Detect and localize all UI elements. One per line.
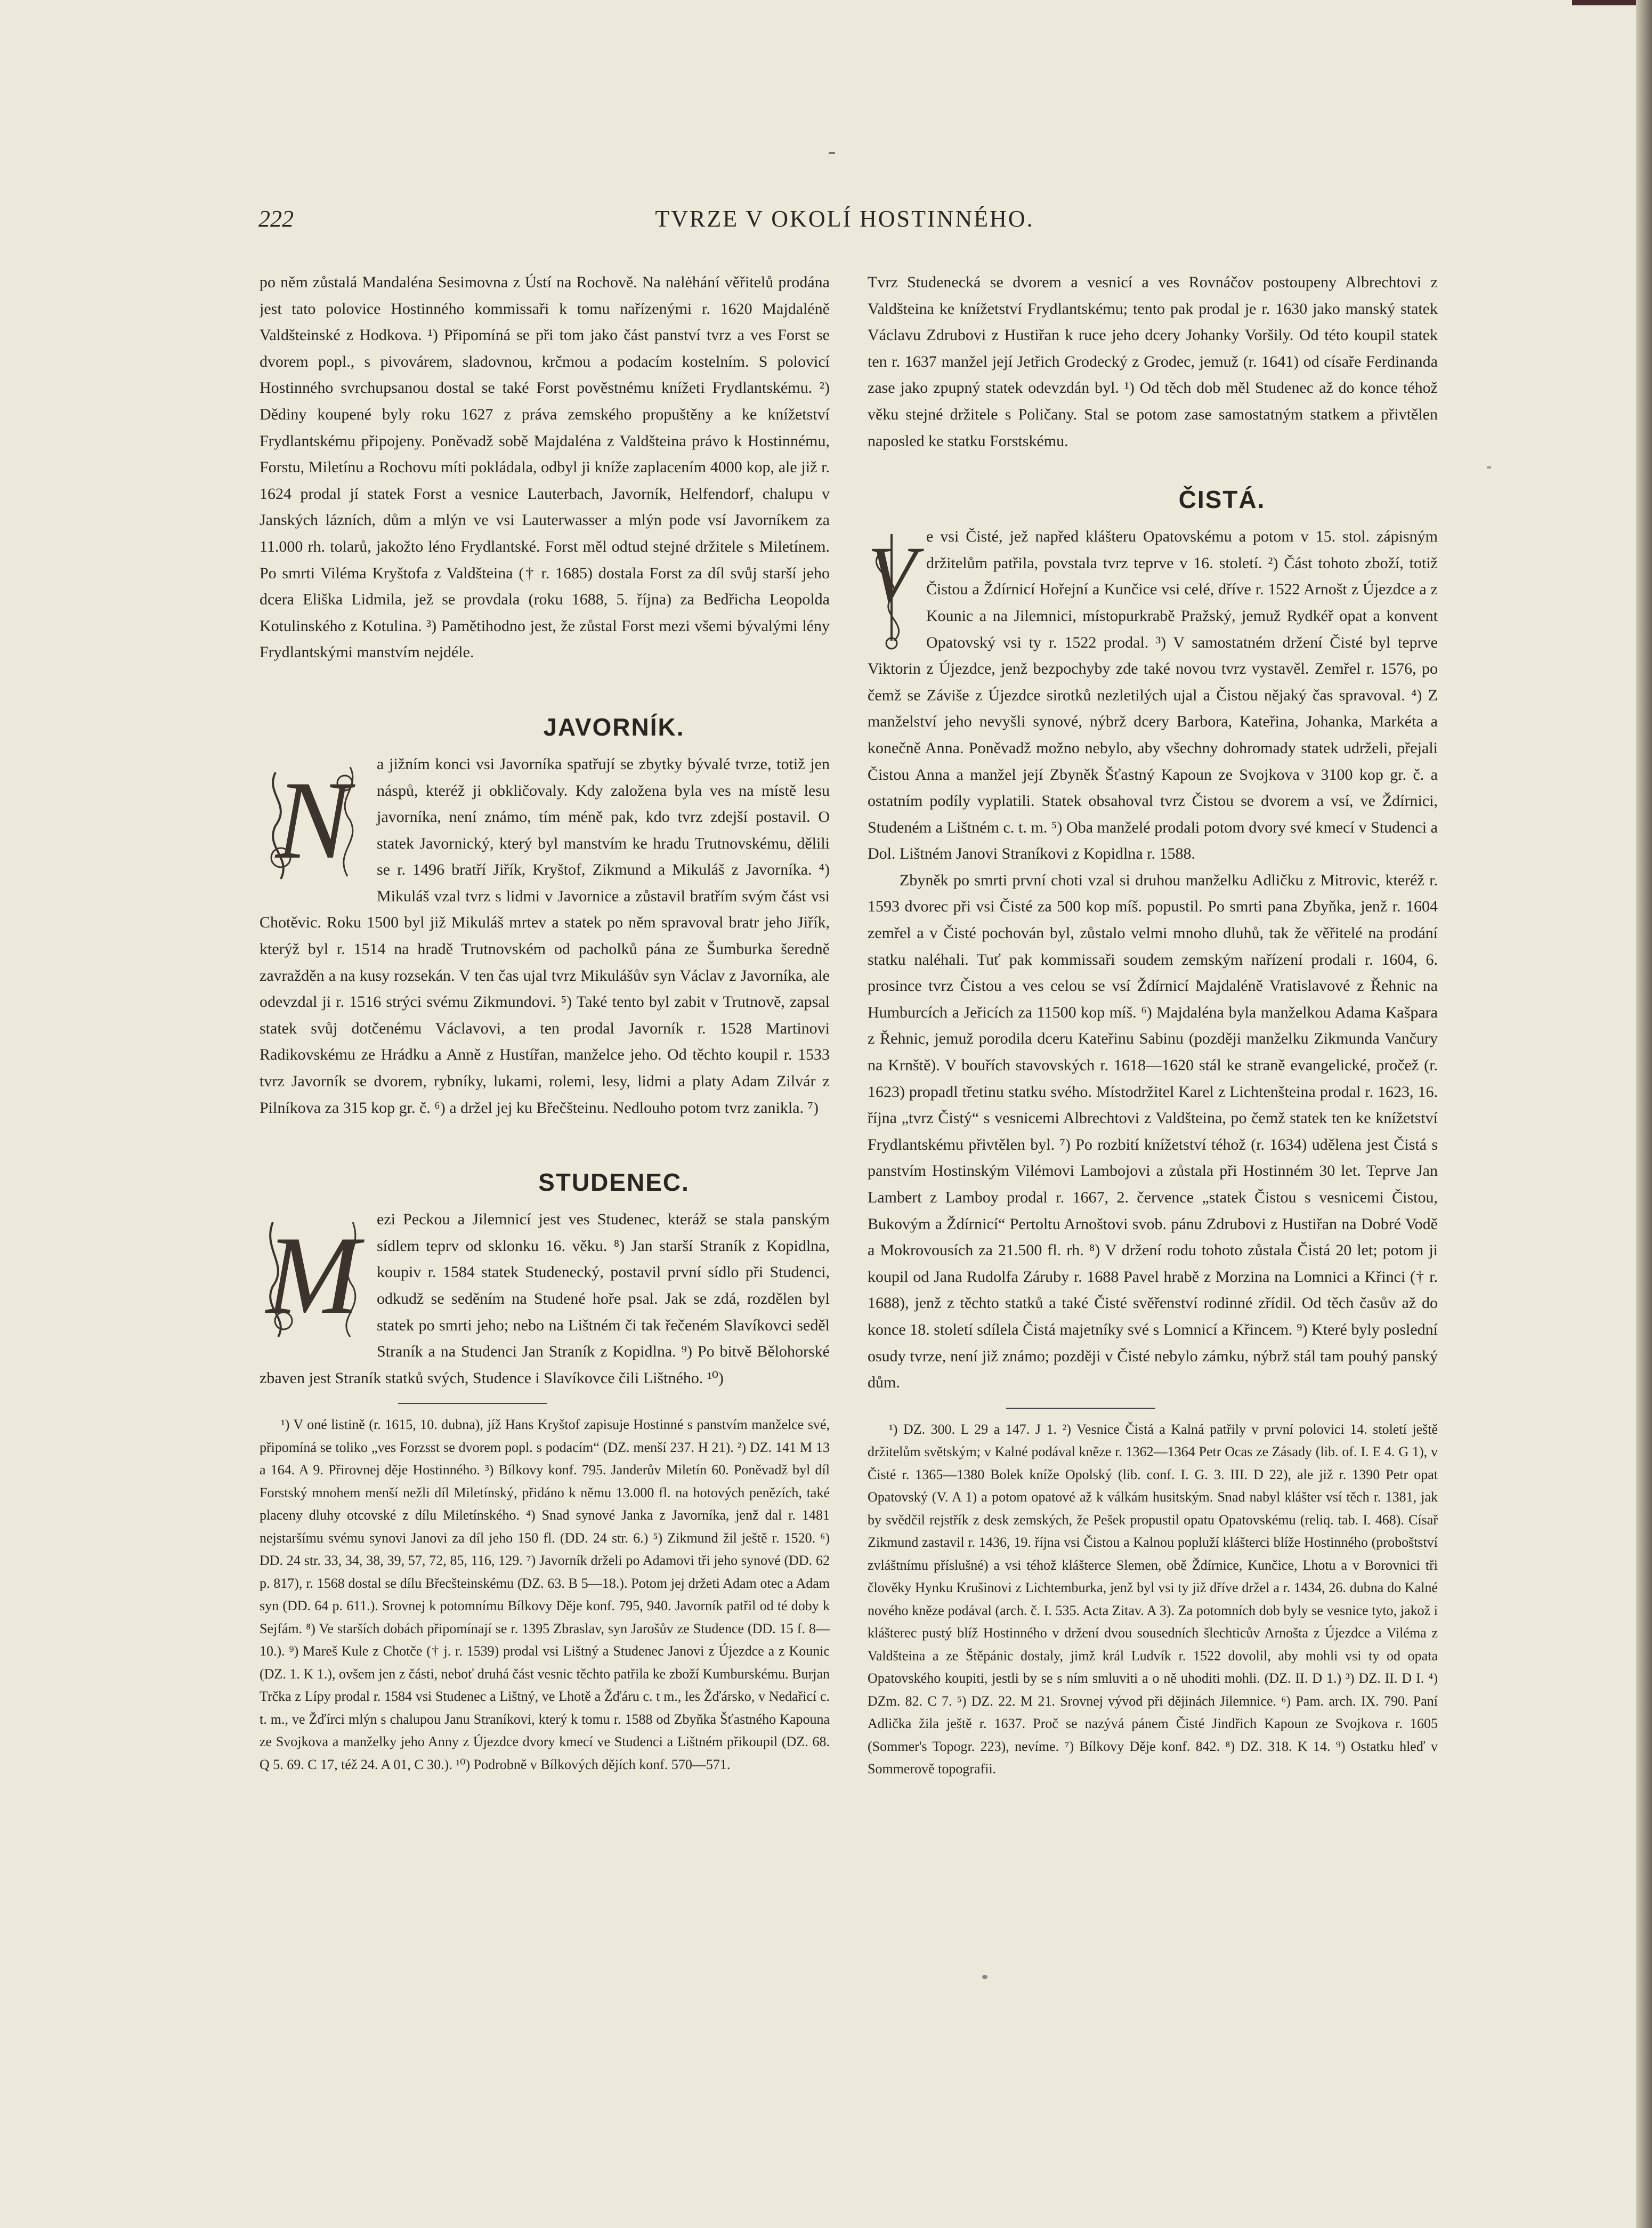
- initial-letter: V: [868, 530, 917, 619]
- section-javornik: [260, 751, 830, 1121]
- initial-letter: N: [275, 758, 351, 882]
- footnotes-right: ¹) DZ. 300. L 29 a 147. J 1. ²) Vesnice Čistá a Kalná patřily v první polovici 14. století ještě držitelům světským; v Kalné podával kněze r. 1362—1364 Petr Ocas ze Zásady (lib. of. I. E 4. G 1), v Čisté r. 1365—1380 Bolek kníže Opolský (lib. conf. I. G. 3. III. D 22), ale již r. 1390 Petr opat Opatovský (V. A 1) a potom opatové až k válkám husitským. Snad nabyl klášter vsí těch r. 1381, jak by svědčil rejstřík z desk zemských, že Pešek propustil opatu Opatovskému (reliq. tab. I. 468). Císař Zikmund zastavil r. 1436, 19. října vsi Čistou a Kalnou popluží klášterci blíže Hostinného (proboštství zvláštnímu příslušné) a vsi téhož klášterce Slemen, obě Ždírnice, Kunčice, Lhotu a v Borovnici tři člověky Hynku Krušinovi z Lichtemburka, jenž byl vsi ty již dříve držel a r. 1434, 26. dubna do Kalné nového kněze podával (arch. č. I. 535. Acta Zitav. A 3). Za potomních dob byly se vesnice tyto, jakož i klášterec pustý blíž Hostinného v držení dvou sousedních šlechticův Arnošta z Újezdce a Viléma z Valdšteina a ze Štěpánic dostaly, jimž král Ludvík r. 1522 dovolil, aby mohli vsi ty od opata Opatovského koupiti, jestli by se s ním smluviti a o ně uhoditi mohli. (DZ. II. D 1.) ³) DZ. II. D I. ⁴) DZm. 82. C 7. ⁵) DZ. 22. M 21. Srovnej vývod při dějinách Jilemnice. ⁶) Pam. arch. IX. 790. Paní Adlička žila ještě r. 1637. Proč se nazývá pánem Čisté Jindřich Kapoun ze Svojkova r. 1605 (Sommer's Topogr. 223), nevíme. ⁷) Bílkovy Děje konf. 842. ⁸) DZ. 318. K 14. ⁹) Ostatku hleď v Sommerově topografii.: [868, 1421, 1438, 1777]
- paragraph-cista-1: e vsi Čisté, jež napřed klášteru Opatovskému a potom v 15. stol. zápisným držitelům patřila, povstala tvrz teprve v 16. století. ²) Část tohoto zboží, totiž Čistou a Ždírnicí Hořejní a Kunčice vsi celé, dříve r. 1522 Arnošt z Újezdce a z Kounic a na Jilemnici, místopurkrabě Pražský, jemuž Rydkéř opat a konvent Opatovský vsi ty r. 1522 prodal. ³) V samostatném držení Čisté byl teprve Viktorin z Újezdce, jenž bezpochyby zde také novou tvrz vystavěl. Zemřel r. 1576, po čemž se Záviše z Újezdce sirotků nezletilých ujal a Čistou nějaký čas spravoval. ⁴) Z manželství jeho nevyšli synové, nýbrž dcery Barbora, Kateřina, Johanka, Markéta a konečně Anna. Poněvadž možno nebylo, aby všechny dohromady statek udrželi, přejali Čistou Anna a manžel její Zbyněk Šťastný Kapoun ze Svojkova v 3100 kop gr. č. a ostatním podíly vyplatili. Statek obsahoval tvrz Čistou se dvorem a vsí, ve Ždírnici, Studeném a Lištném c. t. m. ⁵) Oba manželé prodali potom dvory své kmecí v Studenci a Dol. Lištném Janovi Straníkovi z Kopidlna r. 1588.: [868, 528, 1438, 863]
- decorated-initial: [260, 1206, 366, 1345]
- scan-mark: [982, 1975, 987, 1979]
- left-column: [260, 269, 830, 1969]
- paragraph-cista-2: Zbyněk po smrti první choti vzal si druhou manželku Adličku z Mitrovic, kteréž r. 1593 dvorec při vsi Čisté za 500 kop míš. popustil. Po smrti pana Zbyňka, jenž r. 1604 zemřel a v Čisté pochován byl, zůstalo velmi mnoho dluhů, tak že věřitelé na prodání statku naléhali. Tuť pak kommissaři soudem zemským nařízení prodali r. 1604, 6. prosince tvrz Čistou a ves celou se vsí Ždírnicí Majdaléně Vratislavové z Řehnic na Humburcích a Jeřicích za 11500 kop míš. ⁶) Majdaléna byla manželkou Adama Kašpara z Řehnic, jemuž porodila dceru Kateřinu Sabinu (později manželku Zikmunda Vančury na Krnště). V bouřích stavovských r. 1618—1620 stál ke straně evangelické, pročež (r. 1623) propadl třetinu statku svého. Místodržitel Karel z Lichtenšteina prodal r. 1623, 16. října „tvrz Čistý“ s vesnicemi Albrechtovi z Valdšteina, po čemž statek ten ke knížetství Frydlantskému přivtělen byl. ⁷) Po rozbití knížetství téhož (r. 1634) udělena jest Čistá s panstvím Hostinským Vilémovi Lambojovi a zůstala při Hostinném 30 let. Teprve Jan Lambert z Lamboy prodal r. 1667, 2. července „statek Čistou s vesnicemi Čistou, Bukovým a Ždírnicí“ Pertoltu Arnoštovi svob. pánu Zdrubovi z Hustiřan na Dobré Vodě a Mokrovousích za 21.500 fl. rh. ⁸) V držení rodu tohoto zůstala Čistá 20 let; potom ji koupil od Jana Rudolfa Záruby r. 1688 Pavel hrabě z Morzina na Lomnici a Křinci († r. 1688), jenž z těchto statků a také Čisté svěřenství rodinné zřídil. Od těch časův až do konce 18. století sdílela Čistá majetníky své s Lomnicí a Křincem. ⁹) Které byly poslední osudy tvrze, není již známo; později v Čisté nebylo zámku, nýbrž stál tam pouhý panský dům.: [868, 871, 1438, 1392]
- footnotes-left: ¹) V oné listině (r. 1615, 10. dubna), jíž Hans Kryštof zapisuje Hostinné s panstvím manželce své, připomíná se toliko „ves Forzsst se dvorem popl. s podacím“ (DZ. menší 237. H 21). ²) DZ. 141 M 13 a 164. A 9. Přirovnej děje Hostinného. ³) Bílkovy konf. 795. Janderův Miletín 60. Poněvadž byl díl Forstský mnohem menší nežli díl Miletínský, přidáno k němu 13.000 fl. na hotových penězích, také placeny dluhy otcovské z dílu Miletínského. ⁴) Snad synové Janka z Javorníka, jenž dal r. 1481 nejstaršímu svému synovi Janovi za díl jeho 150 fl. (DD. 24 str. 6.) ⁵) Zikmund žil ještě r. 1520. ⁶) DD. 24 str. 33, 34, 38, 39, 57, 72, 85, 116, 129. ⁷) Javorník drželi po Adamovi tři jeho synové (DD. 62 p. 817), r. 1568 dostal se dílu Břecšteinskému (DZ. 63. B 5—18.). Potom jej držeti Adam otec a Adam syn (DD. 64 p. 611.). Srovnej k potomnímu Bílkovy Děje konf. 795, 940. Javorník patřil od té doby k Sejfám. ⁸) Ve starších dobách připomínají se r. 1395 Zbraslav, syn Jarošův ze Studence (DD. 15 f. 8—10.). ⁹) Mareš Kule z Chotče († j. r. 1539) prodal vsi Lištný a Studenec Janovi z Újezdce a z Kounic (DZ. 1. K 1.), ovšem jen z části, neboť druhá část vesnic těchto patřila ke zboží Kumburskému. Burjan Trčka z Lípy prodal r. 1584 vsi Studenec a Lištný, ve Lhotě a Žďáru c. t m., les Žďársko, v Nedařicí c. t. m., ve Žďírci mlýn s chalupou Janu Straníkovi, který k tomu r. 1588 od Zbyňka Šťastného Kapouna ze Svojkova a manželky jeho Anny z Újezdce dvory kmecí ve Studenci a Lištném přikoupil (DZ. 68. Q 5. 69. C 17, též 24. A 01, C 30.). ¹⁰) Podrobně v Bílkových dějích konf. 570—571.: [260, 1417, 830, 1772]
- page-edge-right: [1636, 0, 1652, 2228]
- scan-mark: [1487, 466, 1491, 469]
- paragraph-forst: po něm zůstalá Mandaléna Sesimovna z Ústí na Rochově. Na nalėhání věřitelů prodána jest tato polovice Hostinného kommissaři k tomu nařízenými r. 1620 Majdaléně Valdšteinské z Hodkova. ¹) Připomíná se při tom jako část panství tvrz a ves Forst se dvorem popl., s pivovárem, sladovnou, krčmou a podacím kostelním. S polovicí Hostinného svrchupsanou dostal se také Forst pověstnému knížeti Frydlantskému. ²) Dědiny koupené byly roku 1627 z práva zemského propuštěny a ke knížetství Frydlantskému připojeny. Poněvadž sobě Majdaléna z Valdšteina právo k Hostinnému, Forstu, Miletínu a Rochovu míti pokládala, odbyl ji kníže zaplacením 4000 kop, ale již r. 1624 prodal jí statek Forst a vesnice Lauterbach, Javorník, Helfendorf, chalupu v Janských lázních, dům a mlýn ve vsi Lauterwasser a mlýn pode vsí Javorníkem za 11.000 rh. tolarů, jakožto léno Frydlantské. Forst měl odtud stejné držitele s Miletínem. Po smrti Viléma Kryštofa z Valdšteina († r. 1685) dostala Forst za díl svůj starší jeho dcera Eliška Lidmila, jež se provdala (roku 1688, 5. října) za Bedřicha Leopolda Kotulinského z Kotulina. ³) Pamětihodno jest, že zůstal Forst mezi všemi bývalými lény Frydlantskými manstvím nejdéle.: [260, 273, 830, 661]
- right-column: [868, 269, 1438, 1969]
- scan-mark: [829, 152, 835, 154]
- section-title-javornik: JAVORNÍK.: [543, 713, 685, 741]
- page-header: [258, 205, 1431, 243]
- section-title-cista: ČISTÁ.: [1178, 486, 1266, 514]
- footnote-separator: [398, 1403, 547, 1404]
- decorated-initial: [260, 751, 366, 890]
- paragraph-studenec-cont: Tvrz Studenecká se dvorem a vesnicí a ves Rovnáčov postoupeny Albrechtovi z Valdšteina ke knížetství Frydlantskému; tento pak prodal je r. 1630 jako manský statek Václavu Zdrubovi z Hustiřan k ruce jeho dcery Johanky Voršily. Od této koupil statek ten r. 1637 manžel její Jetřich Grodecký z Grodec, jemuž (r. 1641) od císaře Ferdinanda zase jako zpupný statek odevzdán byl. ¹) Od těch dob měl Studenec až do konce téhož věku stejné držitele s Poličany. Stal se potom zase samostatným statkem a přivtělen naposled ke statku Forstskému.: [868, 273, 1438, 450]
- page-number: 222: [258, 206, 294, 232]
- running-title: TVRZE V OKOLÍ HOSTINNÉHO.: [655, 206, 1034, 232]
- section-studenec: [260, 1206, 830, 1391]
- paragraph-javornik: a jižním konci vsi Javorníka spatřují se zbytky bývalé tvrze, totiž jen náspů, kteréž ji obkličovaly. Kdy založena byla ves na místě lesu javorníka, není známo, tím méně pak, kdo tvrz zdejší postavil. O statek Javornický, který byl manstvím ke hradu Trutnovskému, dělili se r. 1496 bratří Jiřík, Kryštof, Zikmund a Mikuláš z Javorníka. ⁴) Mikuláš vzal tvrz s lidmi v Javornice a zůstavil bratřím svým část vsi Chotěvic. Roku 1500 byl již Mikuláš mrtev a statek po něm spravoval bratr jeho Jiřík, kterýž byl r. 1514 na hradě Trutnovském od pacholků pána ze Šumburka šeredně zavražděn a na kusy rozsekán. V ten čas ujal tvrz Mikulášův syn Václav z Javorníka, ale odevzdal ji r. 1516 strýci svému Zikmundovi. ⁵) Také tento byl zabit v Trutnově, zapsal statek svůj dotčenému Václavovi, a ten prodal Javorník r. 1528 Martinovi Radikovskému ze Hrádku a Anně z Hustířan, manželce jeho. Od těchto koupil r. 1533 tvrz Javorník se dvorem, rybníky, lukami, rolemi, lesy, lidmi a platy Adam Zilvár z Pilníkova za 315 kop gr. č. ⁶) a držel jej ku Břečšteinu. Nedlouho potom tvrz zanikla. ⁷): [260, 755, 830, 1117]
- decorated-initial: [868, 523, 916, 651]
- initial-letter: M: [266, 1214, 360, 1338]
- footnote-separator: [1006, 1408, 1155, 1409]
- paragraph-studenec: ezi Peckou a Jilemnicí jest ves Studenec, kteráž se stala panským sídlem teprv od sklonku 16. věku. ⁸) Jan starší Straník z Kopidlna, koupiv r. 1584 statek Studenecký, postavil první sídlo při Studenci, odkudž se seděním na Studené hoře psal. Jak se zdá, rozdělen byl statek po smrti jeho; nebo na Lištném či tak řečeném Slavíkovci seděl Straník a na Studenci Jan Straník z Kopidlna. ⁹) Po bitvě Bělohorské zbaven jest Straník statků svých, Studence i Slavíkovce čili Lištného. ¹⁰): [260, 1210, 830, 1387]
- section-title-studenec: STUDENEC.: [538, 1168, 690, 1197]
- section-cista: [868, 523, 1438, 867]
